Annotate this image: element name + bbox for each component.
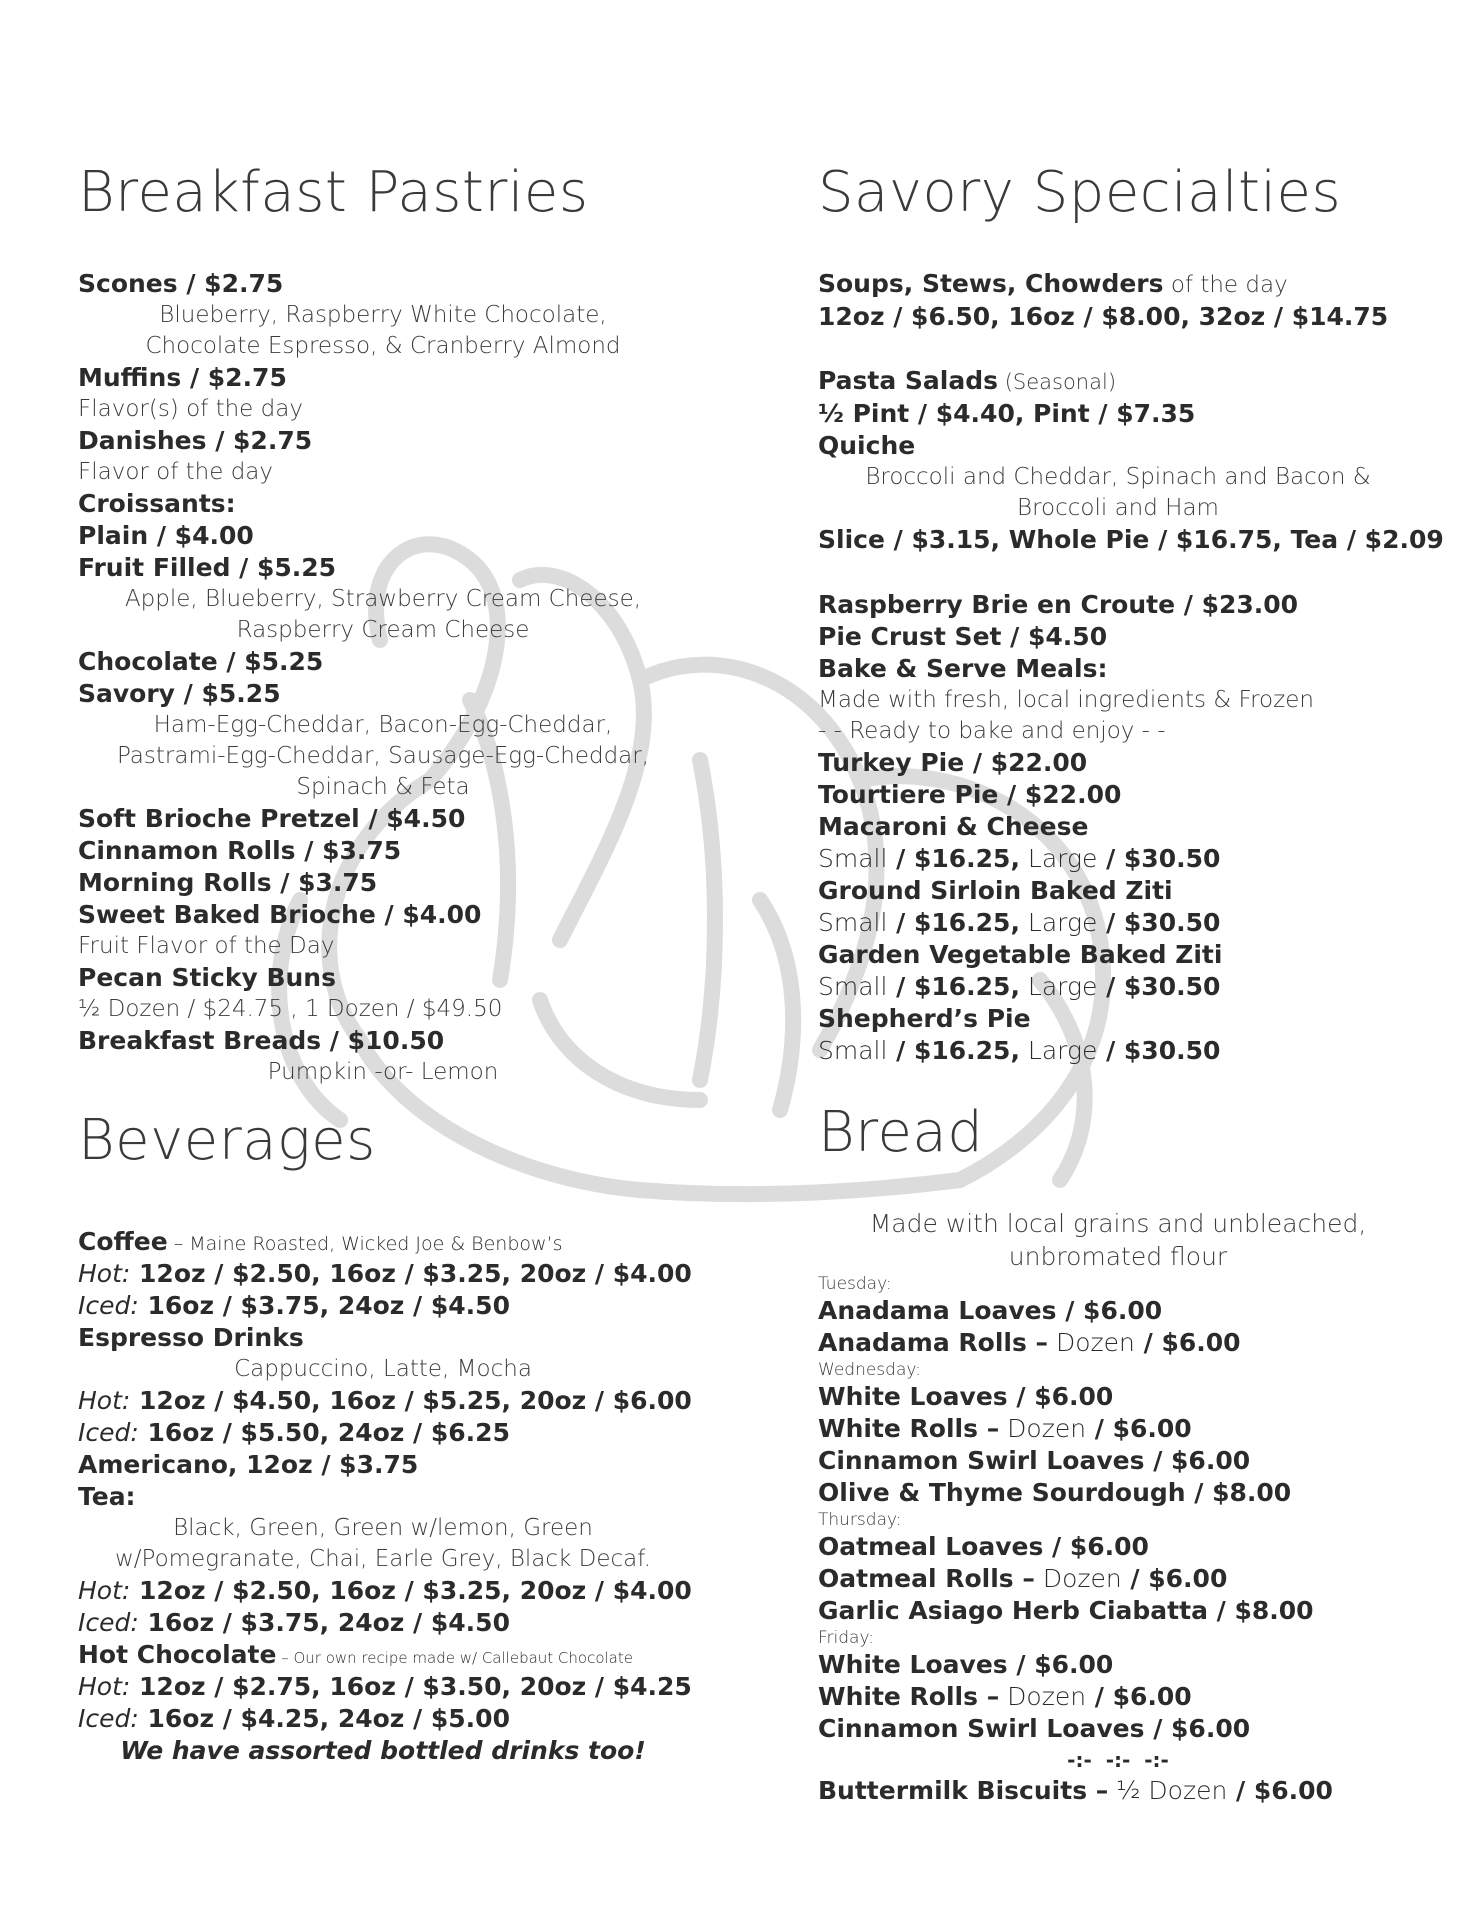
menu-item: Fruit Filled / $5.25 <box>78 553 337 582</box>
section-title-savory: Savory Specialties <box>818 160 1342 225</box>
price-values: 12oz / $2.75, 16oz / $3.50, 20oz / $4.25 <box>130 1672 692 1701</box>
price-line <box>78 1258 692 1290</box>
menu-item: Soft Brioche Pretzel / $4.50 <box>78 804 466 833</box>
bottled-drinks-note: We have assorted bottled drinks too! <box>120 1736 646 1765</box>
menu-item <box>818 1563 1418 1595</box>
hot-label: Hot: <box>78 1386 131 1415</box>
savory-specialties-section <box>818 160 1418 225</box>
price-line <box>78 1417 688 1449</box>
menu-item: Savory / $5.25 <box>78 679 281 708</box>
menu-item-coffee <box>78 1226 688 1258</box>
size-price-line <box>818 1035 1418 1067</box>
menu-item: Americano, 12oz / $3.75 <box>78 1450 419 1479</box>
item-description: Broccoli and Cheddar, Spinach and Bacon & <box>865 464 1371 490</box>
item-description: Chocolate Espresso, & Cranberry Almond <box>145 333 621 359</box>
menu-item: Olive & Thyme Sourdough / $8.00 <box>818 1478 1292 1507</box>
soups-label: Soups, Stews, Chowders <box>818 269 1164 298</box>
price-values: 16oz / $3.75, 24oz / $4.50 <box>138 1291 510 1320</box>
beverages-section <box>78 1108 688 1173</box>
large-label: Large <box>1019 1036 1098 1065</box>
menu-item: Danishes / $2.75 <box>78 426 313 455</box>
menu-item: Macaroni & Cheese <box>818 812 1089 841</box>
small-price: / $16.25, <box>887 972 1020 1001</box>
small-label: Small <box>818 844 888 873</box>
item-description: Flavor of the day <box>78 459 274 485</box>
menu-item: Sweet Baked Brioche / $4.00 <box>78 900 482 929</box>
menu-item: Muffins / $2.75 <box>78 363 287 392</box>
menu-item: Plain / $4.00 <box>78 521 254 550</box>
hot-chocolate-note: – Our own recipe made w/ Callebaut Chocolate <box>276 1649 633 1667</box>
item-price: / $6.00 <box>1121 1564 1228 1593</box>
day-label: Thursday: <box>818 1510 902 1530</box>
item-description: Ham-Egg-Cheddar, Bacon-Egg-Cheddar, <box>153 712 613 738</box>
menu-item: Pie Crust Set / $4.50 <box>818 622 1108 651</box>
price-line: 12oz / $6.50, 16oz / $8.00, 32oz / $14.75 <box>818 302 1389 331</box>
spacer <box>818 333 1418 365</box>
size-price-line <box>818 971 1418 1003</box>
item-description: Made with fresh, local ingredients & Frozen <box>818 687 1314 713</box>
menu-item: Oatmeal Loaves / $6.00 <box>818 1532 1149 1561</box>
menu-item: Cinnamon Swirl Loaves / $6.00 <box>818 1714 1251 1743</box>
price-values: 16oz / $4.25, 24oz / $5.00 <box>138 1704 510 1733</box>
item-price: / $6.00 <box>1086 1682 1192 1711</box>
small-label: Small <box>818 908 888 937</box>
menu-item: Espresso Drinks <box>78 1323 304 1352</box>
menu-item <box>818 1775 1418 1807</box>
item-description: Blueberry, Raspberry White Chocolate, <box>159 302 607 328</box>
item-label: White Rolls – <box>818 1682 1000 1711</box>
item-description: w/Pomegranate, Chai, Earle Grey, Black Decaf. <box>114 1546 652 1572</box>
menu-item: Tourtiere Pie / $22.00 <box>818 780 1122 809</box>
item-label: White Rolls – <box>818 1414 1000 1443</box>
savory-list <box>818 268 1444 1067</box>
breakfast-pastries-section <box>78 160 688 225</box>
price-line <box>78 1703 688 1735</box>
price-line: ½ Pint / $4.40, Pint / $7.35 <box>818 399 1196 428</box>
item-description: Black, Green, Green w/lemon, Green <box>173 1515 593 1541</box>
iced-label: Iced: <box>78 1704 139 1733</box>
price-line: Slice / $3.15, Whole Pie / $16.75, Tea / $2.09 <box>818 525 1444 554</box>
dozen-label: Dozen <box>999 1682 1087 1711</box>
menu-item: Anadama Loaves / $6.00 <box>818 1296 1163 1325</box>
item-price: / $6.00 <box>1134 1328 1241 1357</box>
large-price: / $30.50 <box>1097 1036 1221 1065</box>
menu-item: Shepherd’s Pie <box>818 1004 1031 1033</box>
item-description: ½ Dozen / $24.75 , 1 Dozen / $49.50 <box>78 996 503 1022</box>
divider: -:- -:- -:- <box>1067 1748 1169 1772</box>
coffee-label: Coffee <box>78 1227 168 1256</box>
beverages-list <box>78 1226 692 1767</box>
item-description: Fruit Flavor of the Day <box>78 933 335 959</box>
spacer <box>818 556 1418 589</box>
small-label: Small <box>818 972 888 1001</box>
menu-item: Morning Rolls / $3.75 <box>78 868 378 897</box>
large-price: / $30.50 <box>1097 844 1221 873</box>
day-label: Friday: <box>818 1628 875 1648</box>
size-price-line <box>818 907 1418 939</box>
price-line <box>78 1385 692 1417</box>
day-label: Wednesday: <box>818 1360 921 1380</box>
menu-item <box>818 1681 1418 1713</box>
menu-item: Quiche <box>818 431 916 460</box>
small-price: / $16.25, <box>887 1036 1020 1065</box>
menu-item <box>818 1413 1418 1445</box>
bread-section <box>818 1100 1418 1165</box>
breakfast-list <box>78 268 688 1088</box>
price-values: 16oz / $5.50, 24oz / $6.25 <box>138 1418 510 1447</box>
iced-label: Iced: <box>78 1418 139 1447</box>
bread-list <box>818 1207 1418 1807</box>
large-label: Large <box>1019 844 1098 873</box>
large-label: Large <box>1019 908 1098 937</box>
section-title-beverages: Beverages <box>78 1108 376 1173</box>
price-values: 16oz / $3.75, 24oz / $4.50 <box>138 1608 510 1637</box>
coffee-note: – Maine Roasted, Wicked Joe & Benbow’s <box>167 1233 563 1255</box>
item-description: - - Ready to bake and enjoy - - <box>818 718 1166 744</box>
section-title-bread: Bread <box>818 1100 984 1165</box>
dozen-label: Dozen <box>999 1414 1087 1443</box>
small-price: / $16.25, <box>887 908 1020 937</box>
menu-item: Breakfast Breads / $10.50 <box>78 1026 445 1055</box>
menu-item-soups <box>818 268 1418 301</box>
dozen-label: Dozen <box>1034 1564 1122 1593</box>
large-price: / $30.50 <box>1097 972 1221 1001</box>
day-label: Tuesday: <box>818 1274 892 1294</box>
menu-item-hot-chocolate <box>78 1639 688 1671</box>
bread-intro: Made with local grains and unbleached, <box>869 1209 1367 1238</box>
menu-item: Pecan Sticky Buns <box>78 963 336 992</box>
menu-item: Ground Sirloin Baked Ziti <box>818 876 1173 905</box>
menu-item: Tea: <box>78 1482 136 1511</box>
item-label: Oatmeal Rolls – <box>818 1564 1035 1593</box>
price-values: 12oz / $4.50, 16oz / $5.25, 20oz / $6.00 <box>130 1386 692 1415</box>
item-description: Pumpkin -or- Lemon <box>267 1059 499 1085</box>
soups-note: of the day <box>1163 272 1288 298</box>
menu-item: Garden Vegetable Baked Ziti <box>818 940 1223 969</box>
menu-item: Cinnamon Swirl Loaves / $6.00 <box>818 1446 1251 1475</box>
item-price: / $6.00 <box>1086 1414 1192 1443</box>
price-values: 12oz / $2.50, 16oz / $3.25, 20oz / $4.00 <box>130 1259 692 1288</box>
hot-label: Hot: <box>78 1576 131 1605</box>
item-description: Spinach & Feta <box>296 774 470 800</box>
menu-item: Chocolate / $5.25 <box>78 647 324 676</box>
item-label: Anadama Rolls – <box>818 1328 1049 1357</box>
menu-item: White Loaves / $6.00 <box>818 1650 1114 1679</box>
item-description: Apple, Blueberry, Strawberry Cream Cheese, <box>124 586 642 612</box>
item-description: Cappuccino, Latte, Mocha <box>234 1356 532 1382</box>
item-description: Pastrami-Egg-Cheddar, Sausage-Egg-Cheddar, <box>116 743 650 769</box>
price-line <box>78 1575 692 1607</box>
dozen-label: Dozen <box>1048 1328 1135 1357</box>
item-description: Raspberry Cream Cheese <box>236 617 530 643</box>
menu-item: Scones / $2.75 <box>78 269 284 298</box>
hot-chocolate-label: Hot Chocolate <box>78 1640 277 1669</box>
menu-item: Croissants: <box>78 489 236 518</box>
iced-label: Iced: <box>78 1291 139 1320</box>
item-price: / $6.00 <box>1227 1776 1333 1805</box>
size-price-line <box>818 843 1418 875</box>
pasta-note: (Seasonal) <box>998 370 1117 394</box>
menu-item: Garlic Asiago Herb Ciabatta / $8.00 <box>818 1596 1314 1625</box>
small-price: / $16.25, <box>887 844 1020 873</box>
section-title-breakfast: Breakfast Pastries <box>78 160 589 225</box>
hot-label: Hot: <box>78 1259 131 1288</box>
item-label: Buttermilk Biscuits – <box>818 1776 1109 1805</box>
item-description: Broccoli and Ham <box>1017 495 1219 521</box>
menu-item: Cinnamon Rolls / $3.75 <box>78 836 402 865</box>
menu-item: Bake & Serve Meals: <box>818 654 1108 683</box>
price-line <box>78 1671 692 1703</box>
price-line <box>78 1290 688 1322</box>
item-description: Flavor(s) of the day <box>78 396 303 422</box>
large-label: Large <box>1019 972 1098 1001</box>
price-values: 12oz / $2.50, 16oz / $3.25, 20oz / $4.00 <box>130 1576 692 1605</box>
small-label: Small <box>818 1036 888 1065</box>
menu-item: White Loaves / $6.00 <box>818 1382 1114 1411</box>
menu-item: Raspberry Brie en Croute / $23.00 <box>818 590 1299 619</box>
menu-item-pasta <box>818 365 1418 398</box>
price-line <box>78 1607 688 1639</box>
iced-label: Iced: <box>78 1608 139 1637</box>
hot-label: Hot: <box>78 1672 131 1701</box>
bread-intro: unbromated flour <box>1008 1242 1228 1271</box>
dozen-label: ½ Dozen <box>1108 1776 1228 1805</box>
pasta-label: Pasta Salads <box>818 366 999 395</box>
menu-item: Turkey Pie / $22.00 <box>818 748 1088 777</box>
menu-item <box>818 1327 1418 1359</box>
large-price: / $30.50 <box>1097 908 1221 937</box>
